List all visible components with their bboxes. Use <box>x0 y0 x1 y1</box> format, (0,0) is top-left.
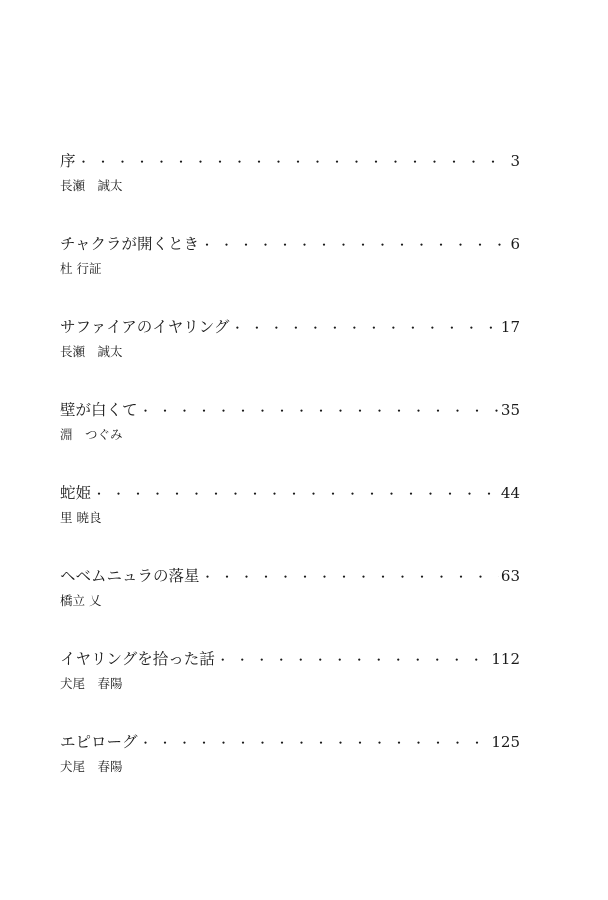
toc-title-row <box>60 729 520 755</box>
toc-page-number: 44 <box>500 484 520 502</box>
dot-leader <box>231 315 498 341</box>
toc-title: 序 <box>60 152 76 170</box>
toc-entry <box>60 646 520 729</box>
dot-leader <box>78 149 509 175</box>
toc-entry <box>60 397 520 480</box>
toc-author: 橋立 乂 <box>60 593 102 608</box>
toc-entry <box>60 231 520 314</box>
toc-title-row <box>60 314 520 340</box>
dot-leader <box>93 481 499 507</box>
toc-author: 長瀬 誠太 <box>60 178 123 193</box>
toc-title: ヘベムニュラの落星 <box>60 567 200 585</box>
toc-title: 蛇姫 <box>60 484 92 502</box>
toc-title-row <box>60 646 520 672</box>
table-of-contents <box>60 148 520 812</box>
toc-title-row <box>60 397 520 423</box>
toc-title-row <box>60 148 520 174</box>
toc-page-number: 6 <box>510 235 520 253</box>
toc-page-number: 35 <box>500 401 520 419</box>
toc-page-number: 3 <box>510 152 520 170</box>
dot-leader <box>202 564 499 590</box>
toc-author: 長瀬 誠太 <box>60 344 123 359</box>
dot-leader <box>140 730 490 756</box>
toc-entry <box>60 480 520 563</box>
toc-author: 里 暁良 <box>60 510 102 525</box>
toc-title: チャクラが開くとき <box>60 235 200 253</box>
toc-page-number: 125 <box>491 733 520 751</box>
dot-leader <box>217 647 490 673</box>
toc-title: 壁が白くて <box>60 401 138 419</box>
toc-title: エピローグ <box>60 733 138 751</box>
toc-page-number: 63 <box>500 567 520 585</box>
dot-leader <box>201 232 508 258</box>
toc-entry <box>60 729 520 812</box>
toc-page-number: 17 <box>500 318 520 336</box>
toc-title: イヤリングを拾った話 <box>60 650 215 668</box>
toc-author: 淵 つぐみ <box>60 427 123 442</box>
dot-leader <box>140 398 499 424</box>
toc-title: サファイアのイヤリング <box>60 318 230 336</box>
toc-title-row <box>60 480 520 506</box>
toc-title-row <box>60 563 520 589</box>
toc-entry <box>60 148 520 231</box>
toc-page-number: 112 <box>491 650 520 668</box>
toc-author: 犬尾 春陽 <box>60 759 123 774</box>
toc-entry <box>60 314 520 397</box>
toc-entry <box>60 563 520 646</box>
toc-title-row <box>60 231 520 257</box>
toc-author: 杜 行証 <box>60 261 102 276</box>
toc-author: 犬尾 春陽 <box>60 676 123 691</box>
